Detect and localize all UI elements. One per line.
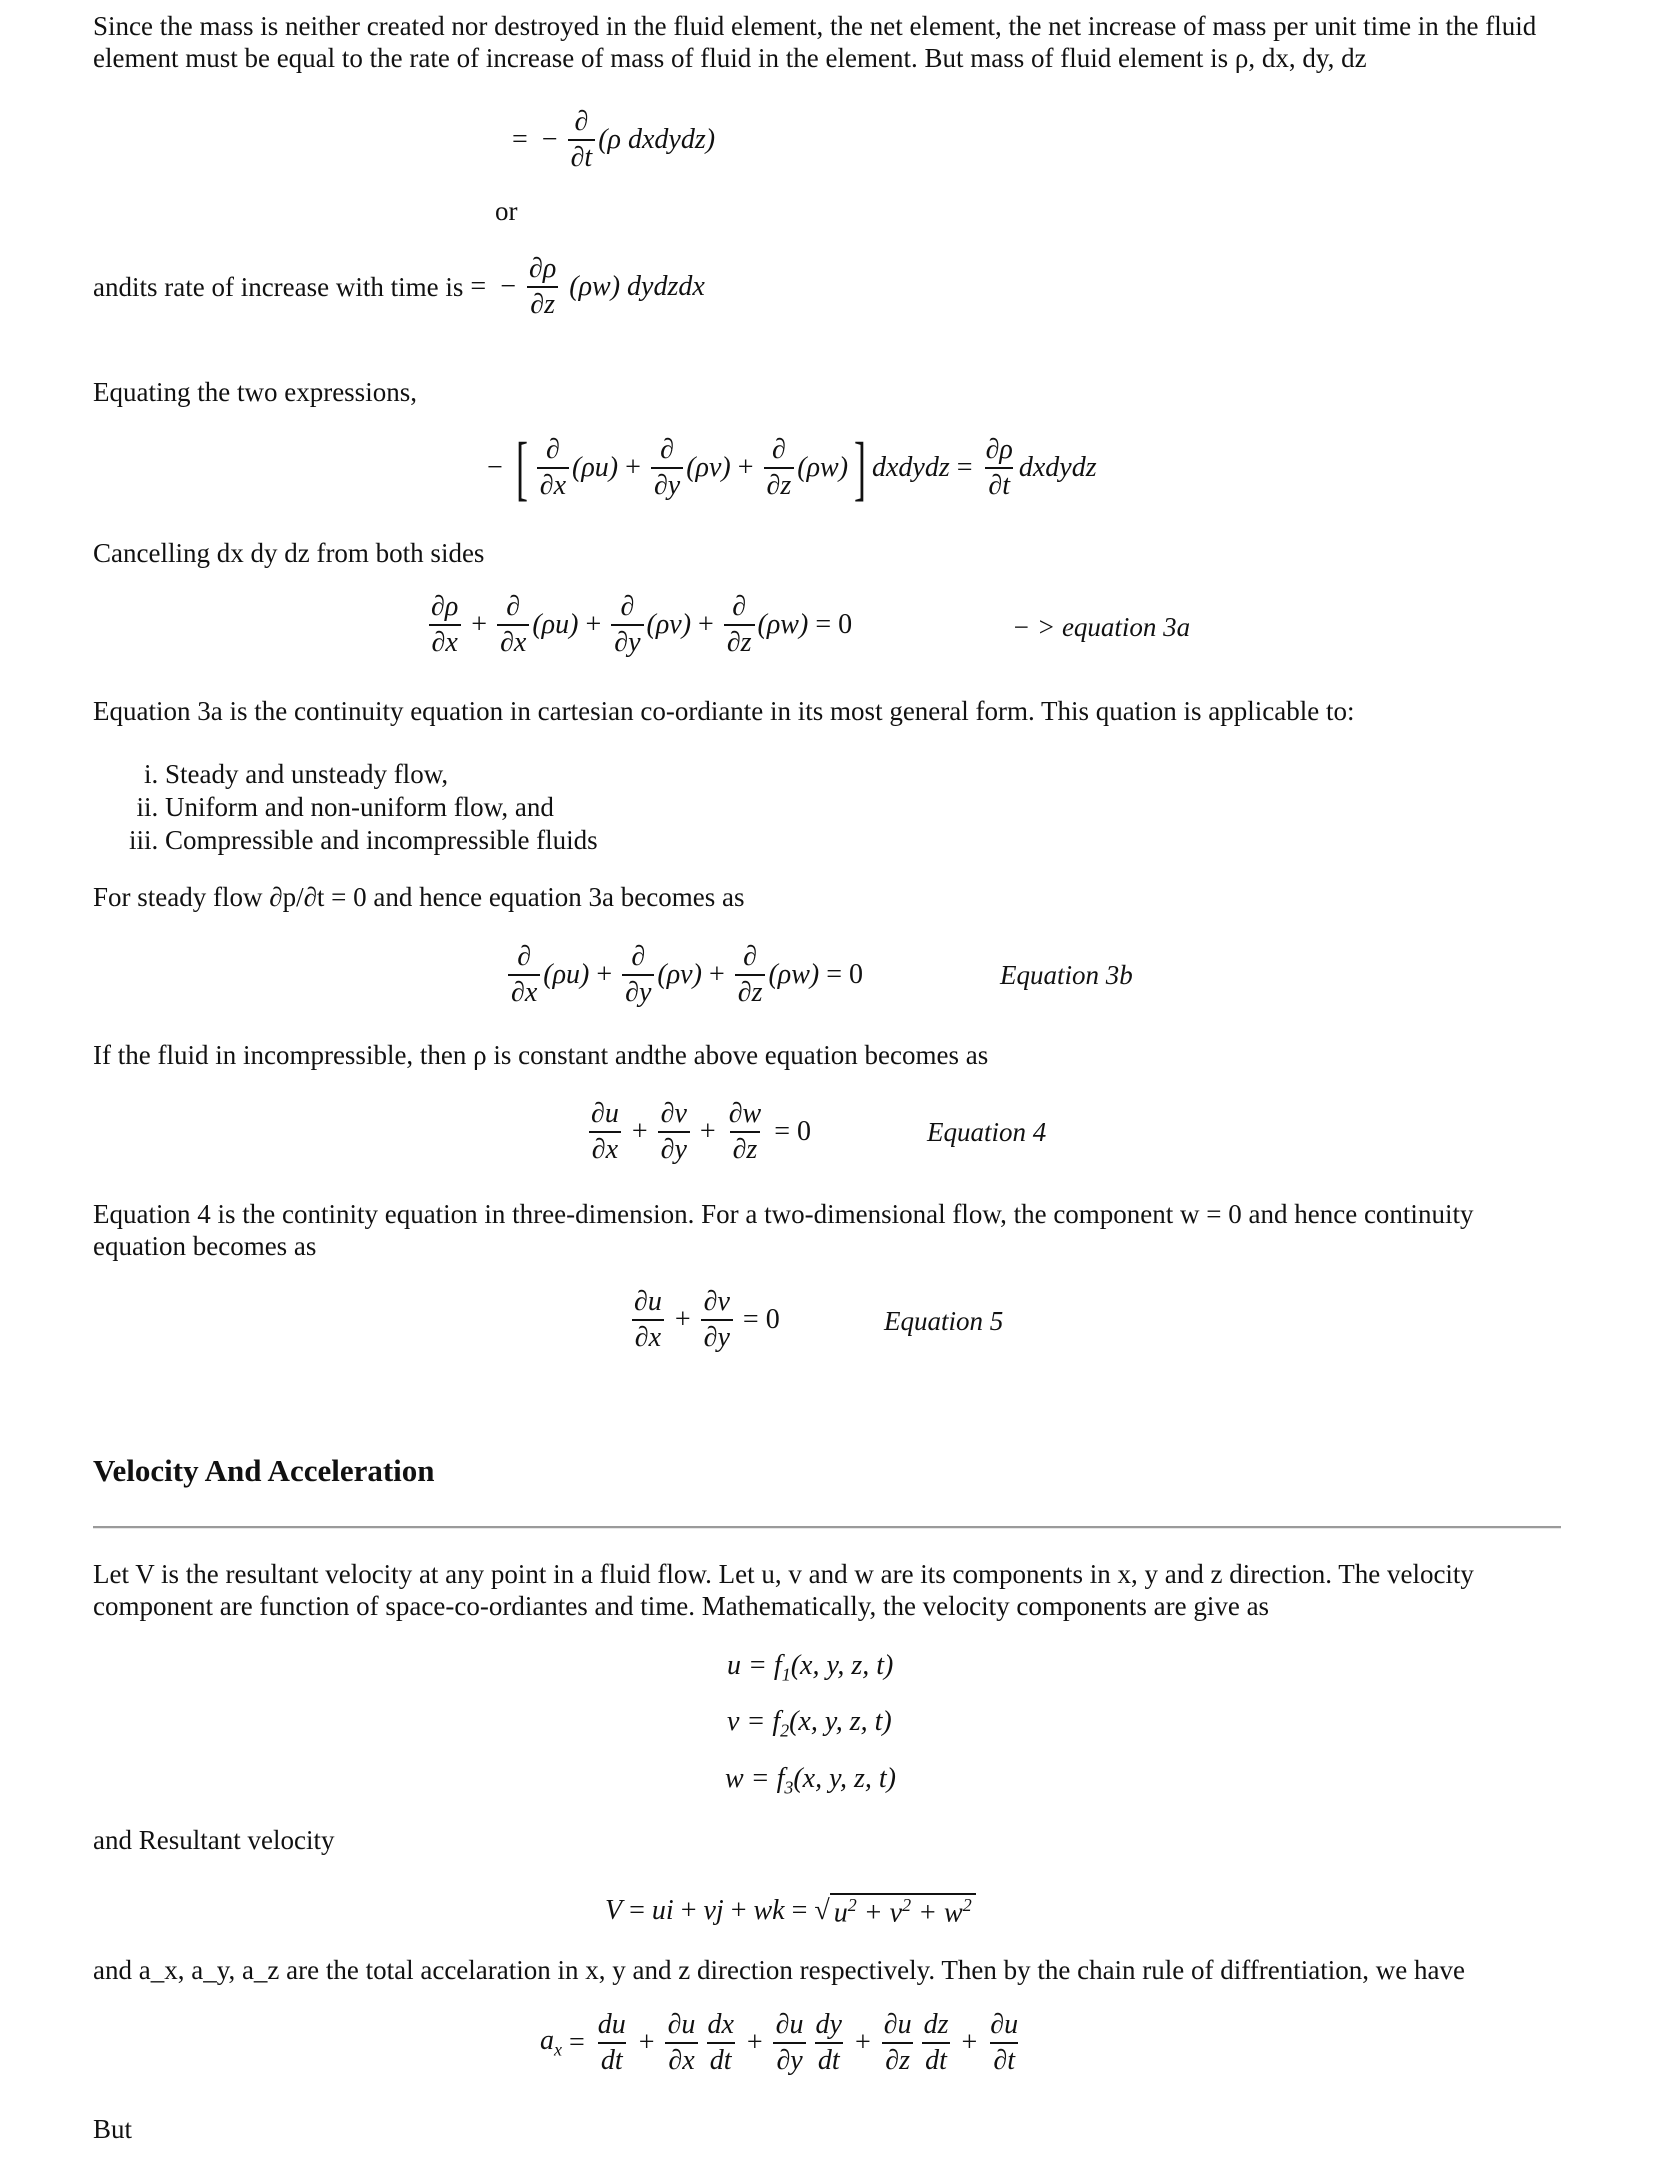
section-heading: Velocity And Acceleration xyxy=(93,1453,435,1488)
equation-3a-label: − > equation 3a xyxy=(1012,612,1191,642)
equation-4: $\frac{\partial u}{\partial x}$ + $\frac{\partial v}{\partial y}$ + $\frac{\partial w}{\partial z}$ = 0 xyxy=(585,1097,811,1167)
list-item: ii. Uniform and non-uniform flow, and xyxy=(165,791,598,824)
list-item: i. Steady and unsteady flow, xyxy=(165,758,598,791)
steady-flow-text: For steady flow ∂p/∂t = 0 and hence equation 3a becomes as xyxy=(93,882,745,912)
velocity-intro-paragraph: Let V is the resultant velocity at any point in a fluid flow. Let u, v and w are its components in x, y and z direction. The velocity component are function of space-co-ordiantes and time. Mathematically, the velocity components are give as xyxy=(93,1559,1474,1621)
equating-text: Equating the two expressions, xyxy=(93,377,417,407)
or-text: or xyxy=(495,196,518,226)
equation-4-label: Equation 4 xyxy=(927,1117,1047,1147)
intro-paragraph: Since the mass is neither created nor destroyed in the fluid element, the net element, the net increase of mass per unit time in the fluid element must be equal to the rate of increase of mass of fluid in the element. But mass of fluid element is ρ, dx, dy, dz xyxy=(93,11,1537,73)
resultant-velocity-text: and Resultant velocity xyxy=(93,1825,335,1855)
equation-3b-label: Equation 3b xyxy=(1000,960,1133,990)
equation-v: $v = f_2(x$, y, z, t) xyxy=(727,1706,892,1741)
incompressible-text: If the fluid in incompressible, then ρ is constant andthe above equation becomes as xyxy=(93,1040,989,1070)
equation-3a: $\frac{\partial\rho}{\partial x}$ + $\frac{\partial}{\partial x}$ (ρu) + $\frac{\partial}{\partial y}$ (ρv) + $\frac{\partial}{\partial z}$ (ρw) = 0 xyxy=(425,590,852,660)
equation-equating: − [ $\frac{\partial}{\partial x}$ (ρu) + $\frac{\partial}{\partial y}$ (ρv) + $\frac{\partial}{\partial z}$ (ρw) ] dxdydz = $\frac{\partial\rho}{\partial t}$ dxdydz xyxy=(487,428,1097,508)
equation-resultant-velocity: V = ui + vj + wk = √ $u^2 + v^2 + w^2$ xyxy=(605,1893,976,1929)
equation-u: $u = f_1(x$, y, z, t) xyxy=(727,1650,894,1685)
equation-5-label: Equation 5 xyxy=(884,1306,1004,1336)
equation-3a-description: Equation 3a is the continuity equation in cartesian co-ordiante in its most general form. This quation is applicable to: xyxy=(93,696,1355,726)
applicability-list xyxy=(93,758,598,857)
cancelling-text: Cancelling dx dy dz from both sides xyxy=(93,538,485,568)
list-item: iii. Compressible and incompressible fluids xyxy=(165,824,598,857)
acceleration-text: and a_x, a_y, a_z are the total accelaration in x, y and z direction respectively. Then by the chain rule of diffrentiation, we have xyxy=(93,1955,1465,1985)
section-divider xyxy=(93,1526,1561,1529)
but-text: But xyxy=(93,2114,133,2144)
equation-w: $w = f_3(x$, y, z, t) xyxy=(725,1763,896,1798)
equation-3b: $\frac{\partial}{\partial x}$ (ρu) + $\frac{\partial}{\partial y}$ (ρv) + $\frac{\partial}{\partial z}$ (ρw) = 0 xyxy=(505,940,863,1010)
equation-5: $\frac{\partial u}{\partial x}$ + $\frac{\partial v}{\partial y}$ = 0 xyxy=(628,1285,780,1355)
rate-equation-line xyxy=(93,252,705,322)
equation-rate-z: = − $\frac{\partial\rho}{\partial z}$ (ρw) dydzdx xyxy=(470,253,705,320)
equation-4-description: Equation 4 is the continity equation in three-dimension. For a two-dimensional flow, the component w = 0 and hence continuity equation becomes as xyxy=(93,1199,1474,1261)
rate-prefix: andits rate of increase with time is xyxy=(93,271,464,302)
equation-mass-rate: = − $\frac{\partial}{\partial t}$ (ρ dxdydz) xyxy=(512,106,716,173)
equation-ax: $a_x$ = $\frac{du}{dt}$ + $\frac{\partial u}{\partial x}$ $\frac{dx}{dt}$ + $\frac{\partial u}{\partial y}$ $\frac{dy}{dt}$ + $\frac{\partial u}{\partial z}$ $\frac{dz}{dt}$ + $\frac{\partial u}{\partial t}$ xyxy=(540,2009,1019,2076)
